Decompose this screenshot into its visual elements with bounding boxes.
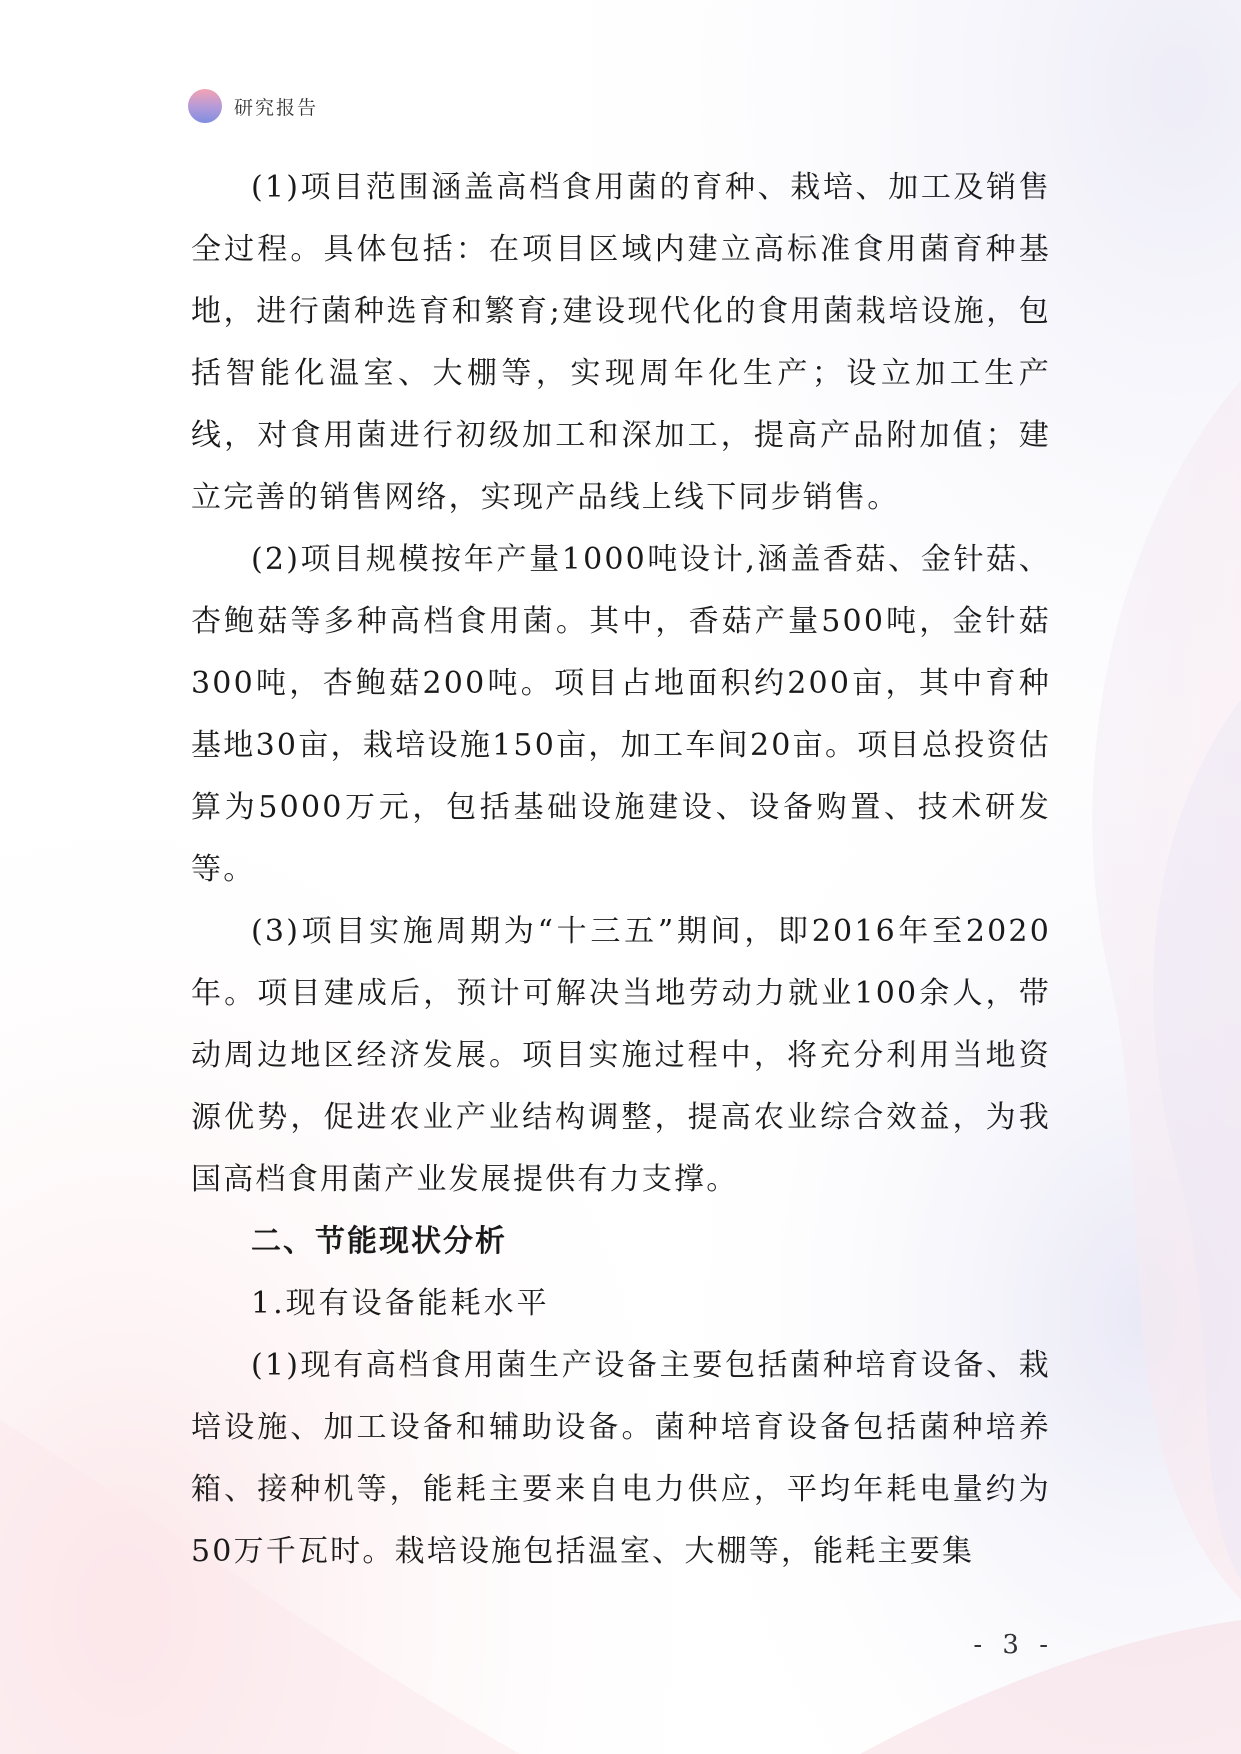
paragraph: (2)项目规模按年产量1000吨设计,涵盖香菇、金针菇、杏鲍菇等多种高档食用菌。其中，香菇产量500吨，金针菇300吨，杏鲍菇200吨。项目占地面积约200亩，其中育种基地30亩，栽培设施150亩，加工车间20亩。项目总投资估算为5000万元，包括基础设施建设、设备购置、技术研发等。 (191, 542, 1051, 887)
page-header (188, 88, 318, 124)
paragraph: (1)现有高档食用菌生产设备主要包括菌种培育设备、栽培设施、加工设备和辅助设备。菌种培育设备包括菌种培养箱、接种机等，能耗主要来自电力供应，平均年耗电量约为50万千瓦时。栽培设施包括温室、大棚等，能耗主要集 (191, 1348, 1051, 1569)
paragraph: (1)项目范围涵盖高档食用菌的育种、栽培、加工及销售全过程。具体包括：在项目区域内建立高标准食用菌育种基地，进行菌种选育和繁育;建设现代化的食用菌栽培设施，包括智能化温室、大棚等，实现周年化生产；设立加工生产线，对食用菌进行初级加工和深加工，提高产品附加值；建立完善的销售网络，实现产品线上线下同步销售。 (191, 170, 1051, 515)
paragraph: (3)项目实施周期为“十三五”期间，即2016年至2020年。项目建成后，预计可解决当地劳动力就业100余人，带动周边地区经济发展。项目实施过程中，将充分利用当地资源优势，促进农业产业结构调整，提高农业综合效益，为我国高档食用菌产业发展提供有力支撑。 (191, 914, 1051, 1197)
section-heading: 二、节能现状分析 (251, 1224, 507, 1259)
subsection-heading: 1.现有设备能耗水平 (251, 1286, 550, 1321)
logo-circle-icon (188, 89, 222, 123)
page-number: - 3 - (973, 1630, 1054, 1660)
header-label: 研究报告 (234, 96, 319, 119)
document-body (191, 157, 1051, 1583)
